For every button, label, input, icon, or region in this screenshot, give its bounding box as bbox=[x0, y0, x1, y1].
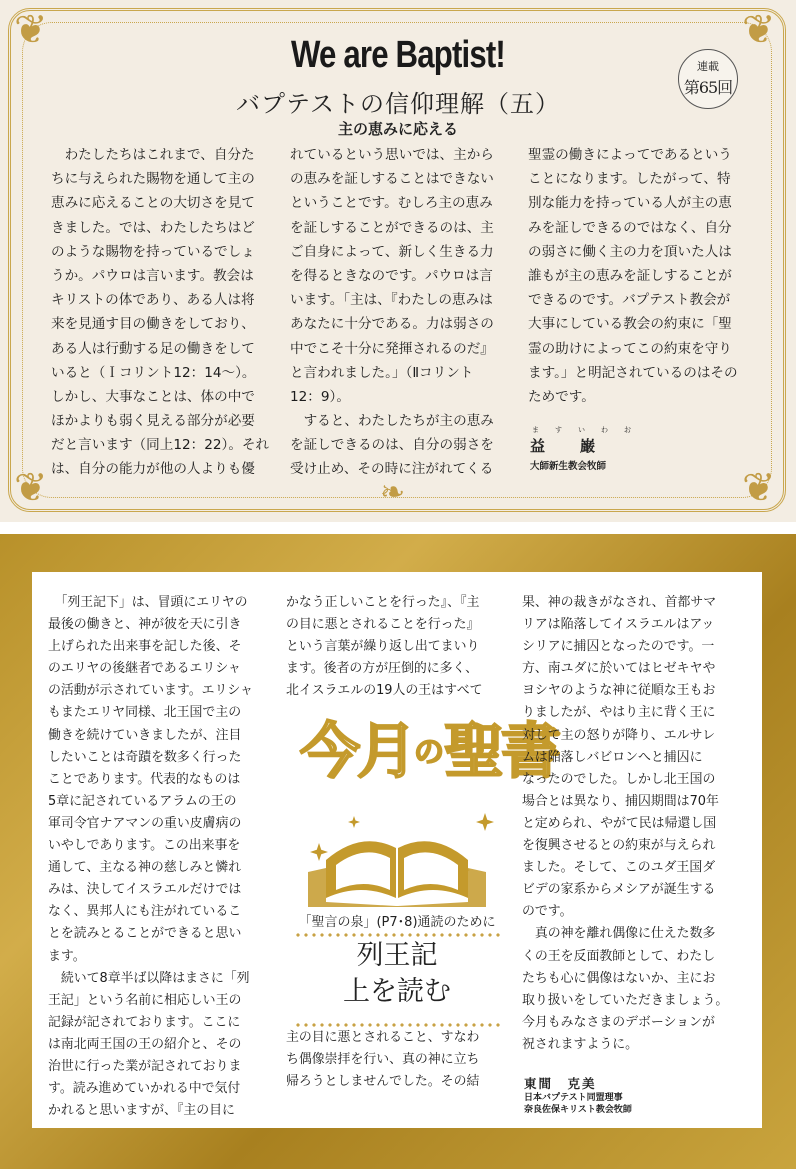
text-line: なく、異邦人にも注がれているこ bbox=[48, 904, 242, 920]
monthly-bible-logo bbox=[286, 702, 558, 907]
text-line: したいことは奇蹟を数多く行った bbox=[48, 749, 242, 765]
text-line: ました。そして、このユダ王国ダ bbox=[522, 860, 716, 876]
text-line: 帰ろうとしませんでした。その結 bbox=[286, 1074, 480, 1090]
text-line: の活動が示されています。エリシャ bbox=[48, 683, 253, 699]
text-line: ムは陥落しバビロンへと捕囚に bbox=[522, 749, 703, 765]
series-label: 連載 bbox=[697, 60, 719, 73]
text-line: 続いて8章半ば以降はまさに「列 bbox=[48, 970, 250, 986]
text-line: のエリヤの後継者であるエリシャ bbox=[48, 661, 241, 677]
reading-title bbox=[286, 938, 508, 1010]
text-line: みを証しできるのではなく、自分 bbox=[528, 219, 732, 236]
text-line: を証しすることができるのは、主 bbox=[290, 219, 494, 236]
article-column-1 bbox=[48, 592, 278, 1122]
article-column-2 bbox=[290, 143, 520, 482]
text-line: もまたエリヤ同様、北王国で主の bbox=[48, 705, 242, 721]
series-number: 第65回 bbox=[683, 78, 733, 97]
text-line: 上げられた出来事を記した後、そ bbox=[48, 639, 242, 655]
column-title: We are Baptist! bbox=[291, 34, 505, 76]
text-line: 北イスラエルの19人の王はすべて bbox=[286, 683, 483, 699]
text-line: 記録が記されております。ここに bbox=[48, 1014, 241, 1030]
text-line: す。読み進めていかれる中で気付 bbox=[48, 1081, 241, 1097]
reading-title-line: 上を読む bbox=[343, 976, 451, 1007]
author-name: 東間 克美 bbox=[524, 1076, 597, 1091]
text-line: の恵みを証しすることはできない bbox=[290, 171, 494, 188]
text-line: という言葉が繰り返し出てまいり bbox=[286, 639, 480, 655]
text-line: みは、決してイスラエルだけでは bbox=[48, 882, 242, 898]
text-line: うか。パウロは言います。教会は bbox=[51, 267, 254, 284]
bottom-article-panel bbox=[0, 534, 796, 1169]
text-line: 働きを続けていきましたが、注目 bbox=[48, 727, 242, 743]
text-line: 果、神の裁きがなされ、首都サマ bbox=[522, 595, 717, 610]
flourish-corner-icon: ❦ bbox=[742, 465, 776, 511]
text-line: ち偶像崇拝を行い、真の神に立ち bbox=[286, 1052, 480, 1068]
text-line: かれると思いますが、『主の目に bbox=[48, 1103, 235, 1119]
text-line: は南北両王国の王の紹介と、その bbox=[48, 1036, 242, 1052]
text-line: 霊の助けによってこの約束を守り bbox=[528, 340, 732, 357]
text-line: のです。 bbox=[522, 904, 573, 920]
text-line: 祝されますように。 bbox=[522, 1036, 639, 1052]
text-line: くの王を反面教師として、わたし bbox=[522, 948, 716, 964]
text-line: のような賜物を持っているでしょ bbox=[51, 243, 255, 260]
text-line: 受け止め、その時に注がれてくる bbox=[290, 461, 494, 478]
text-line: 5章に記されているアラムの王の bbox=[48, 793, 237, 809]
article-column-3 bbox=[528, 143, 758, 409]
text-line: の弱さに働く主の力を頂いた人は bbox=[528, 243, 732, 260]
logo-text-no: の bbox=[414, 735, 444, 770]
text-line: ます。後者の方が圧倒的に多く、 bbox=[286, 661, 479, 677]
text-line: を証しできるのは、自分の弱さを bbox=[290, 437, 494, 454]
text-line: と定められ、やがて民は帰還し国 bbox=[522, 815, 717, 831]
article-column-2-continued bbox=[286, 1027, 516, 1093]
text-line: 方、南ユダに於いてはヒゼキヤや bbox=[522, 661, 716, 677]
author-byline bbox=[530, 425, 647, 472]
text-line: 場合とは異なり、捕囚期間は70年 bbox=[522, 793, 719, 809]
text-line: きました。では、わたしたちはど bbox=[51, 219, 255, 236]
text-line: 大事にしている教会の約束に「聖 bbox=[528, 316, 732, 333]
text-line: キリストの体であり、ある人は将 bbox=[51, 292, 255, 309]
text-line: 誰もが主の恵みを証しすることが bbox=[528, 267, 732, 284]
text-line: ヨシヤのような神に従順な王もお bbox=[522, 683, 716, 699]
text-line: いると（Ｉコリント12：14～）。 bbox=[51, 364, 256, 381]
text-line: いやしであります。この出来事を bbox=[48, 838, 241, 854]
article-column-1 bbox=[51, 143, 281, 482]
text-line: 対して主の怒りが降り、エルサレ bbox=[522, 727, 716, 743]
text-line: ことになります。したがって、特 bbox=[528, 171, 731, 188]
author-affiliation: 大師新生教会牧師 bbox=[530, 461, 607, 472]
text-line: を得るときなのです。パウロは言 bbox=[290, 267, 493, 284]
flourish-bottom-icon: ❧ bbox=[380, 475, 406, 510]
text-line: なったのでした。しかし北王国の bbox=[522, 771, 716, 787]
text-line: 今月もみなさまのデボーションが bbox=[522, 1014, 715, 1030]
flourish-corner-icon: ❦ bbox=[14, 465, 48, 511]
text-line: しかし、大事なことは、体の中で bbox=[51, 388, 255, 405]
author-name: 益 巌 bbox=[530, 437, 606, 455]
text-line: わたしたちはこれまで、自分た bbox=[51, 147, 255, 163]
text-line: は、自分の能力が他の人よりも優 bbox=[51, 461, 255, 478]
text-line: リアは陥落してイスラエルはアッ bbox=[522, 617, 715, 633]
article-column-2 bbox=[286, 592, 516, 702]
text-line: 聖霊の働きによってであるという bbox=[528, 147, 732, 163]
text-line: だと言います（同上12：22）。それ bbox=[51, 437, 270, 454]
author-name-reading: ますいわお bbox=[532, 426, 647, 434]
text-line: ということです。むしろ主の恵み bbox=[290, 195, 493, 212]
text-line: たちも心に偶像はないか、主にお bbox=[522, 970, 716, 986]
article-heading: 主の恵みに応える bbox=[337, 120, 458, 138]
text-line: できるのです。バプテスト教会が bbox=[528, 292, 731, 309]
text-line: 別な能力を持っている人が主の恵 bbox=[528, 195, 732, 212]
text-line: ある人は行動する足の働きをして bbox=[51, 340, 255, 357]
text-line: 取り扱いをしていただきましょう。 bbox=[522, 992, 729, 1008]
text-line: 12：9）。 bbox=[290, 388, 350, 405]
text-line: ためです。 bbox=[528, 388, 595, 405]
text-line: の目に悪とされることを行った』 bbox=[286, 617, 480, 633]
bottom-content-box bbox=[32, 572, 762, 1128]
text-line: かなう正しいことを行った』、『主 bbox=[286, 595, 480, 610]
text-line: 来を見通す目の働きをしており、 bbox=[51, 316, 255, 333]
text-line: シリアに捕囚となったのです。一 bbox=[522, 639, 715, 655]
series-number-badge bbox=[678, 49, 738, 109]
text-line: ご自身によって、新しく生きる力 bbox=[290, 243, 494, 260]
author-affiliation: 日本バプテスト同盟理事 bbox=[524, 1093, 623, 1103]
logo-text-bible: 聖書 bbox=[444, 717, 558, 787]
text-line: を復興させるとの約束が与えられ bbox=[522, 838, 716, 854]
text-line: れているという思いでは、主から bbox=[290, 147, 494, 163]
article-column-3 bbox=[522, 592, 752, 1056]
reading-title-line: 列王記 bbox=[356, 940, 438, 971]
text-line: 「列王記下」は、冒頭にエリヤの bbox=[48, 595, 248, 610]
text-line: 治世に行った業が記されておりま bbox=[48, 1058, 242, 1074]
text-line: 軍司令官ナアマンの重い皮膚病の bbox=[48, 815, 242, 831]
logo-text-month: 今月 bbox=[300, 717, 414, 787]
text-line: あなたに十分である。力は弱さの bbox=[290, 316, 494, 333]
text-line: います。「主は、『わたしの恵みは bbox=[290, 292, 493, 309]
author-byline bbox=[524, 1074, 632, 1116]
flourish-corner-icon: ❦ bbox=[14, 7, 48, 53]
text-line: すると、わたしたちが主の恵み bbox=[290, 413, 494, 430]
author-affiliation: 奈良佐保キリスト教会牧師 bbox=[524, 1105, 632, 1115]
reading-caption: 「聖言の泉」(P7･8)通読のために bbox=[298, 915, 496, 930]
text-line: 恵みに応えることの大切さを見て bbox=[51, 195, 255, 212]
text-line: 主の目に悪とされること、すなわ bbox=[286, 1030, 480, 1045]
text-line: ことであります。代表的なものは bbox=[48, 771, 241, 787]
text-line: ほかよりも弱く見える部分が必要 bbox=[51, 413, 255, 430]
text-line: とを読みとることができると思い bbox=[48, 926, 242, 942]
text-line: ちに与えられた賜物を通して主の bbox=[51, 171, 255, 188]
text-line: 真の神を離れ偶像に仕えた数多 bbox=[522, 926, 716, 942]
top-article-panel bbox=[0, 0, 796, 522]
flourish-corner-icon: ❦ bbox=[742, 7, 776, 53]
text-line: 王記」という名前に相応しい王の bbox=[48, 992, 242, 1008]
text-line: と言われました。」（Ⅱコリント bbox=[290, 364, 474, 381]
text-line: 最後の働きと、神が彼を天に引き bbox=[48, 617, 242, 633]
text-line: ます。 bbox=[48, 948, 86, 964]
text-line: りましたが、やはり主に背く王に bbox=[522, 705, 716, 721]
text-line: ます。」と明記されているのはその bbox=[528, 364, 738, 381]
text-line: ビデの家系からメシアが誕生する bbox=[522, 882, 716, 898]
logo-wordmark bbox=[300, 704, 558, 790]
text-line: 中でこそ十分に発揮されるのだ』 bbox=[290, 340, 494, 357]
column-subtitle: バプテストの信仰理解（五） bbox=[235, 90, 561, 118]
text-line: 通して、主なる神の慈しみと憐れ bbox=[48, 860, 242, 876]
